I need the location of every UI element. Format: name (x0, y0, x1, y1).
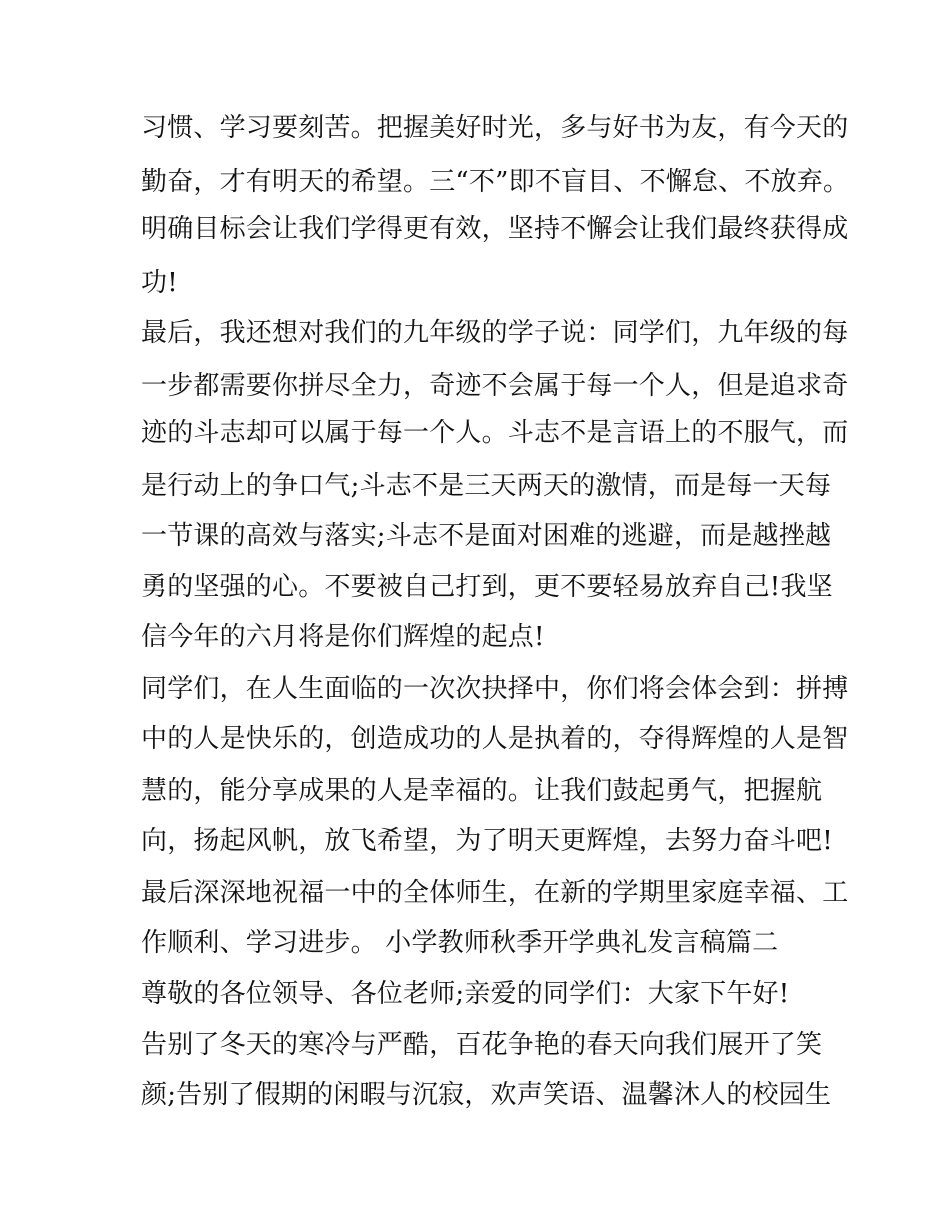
text-line: 是行动上的争口气;斗志不是三天两天的激情，而是每一天每 (141, 471, 832, 501)
text-line: 功! (141, 268, 178, 298)
text-line: 信今年的六月将是你们辉煌的起点! (141, 622, 545, 652)
text-line: 慧的，能分享成果的人是幸福的。让我们鼓起勇气，把握航 (141, 776, 823, 806)
text-line: 最后，我还想对我们的九年级的学子说：同学们，九年级的每 (141, 318, 849, 348)
text-line: 告别了冬天的寒冷与严酷，百花争艳的春天向我们展开了笑 (141, 1030, 823, 1060)
text-line: 中的人是快乐的，创造成功的人是执着的，夺得辉煌的人是智 (141, 724, 849, 754)
text-line: 明确目标会让我们学得更有效，坚持不懈会让我们最终获得成 (141, 214, 849, 244)
text-line: 作顺利、学习进步。 小学教师秋季开学典礼发言稿篇二 (141, 928, 779, 958)
text-line: 同学们，在人生面临的一次次抉择中，你们将会体会到：拼搏 (141, 674, 849, 704)
text-line: 尊敬的各位领导、各位老师;亲爱的同学们：大家下午好! (141, 979, 790, 1009)
text-line: 颜;告别了假期的闲暇与沉寂，欢声笑语、温馨沐人的校园生 (141, 1080, 832, 1110)
text-line: 勇的坚强的心。不要被自己打到，更不要轻易放弃自己!我坚 (141, 572, 833, 602)
text-line: 向，扬起风帆，放飞希望，为了明天更辉煌，去努力奋斗吧! (141, 826, 833, 856)
text-line: 一步都需要你拼尽全力，奇迹不会属于每一个人，但是追求奇 (141, 371, 849, 401)
text-line: 习惯、学习要刻苦。把握美好时光，多与好书为友，有今天的 (141, 113, 849, 143)
text-line: 迹的斗志却可以属于每一个人。斗志不是言语上的不服气，而 (141, 418, 849, 448)
text-line: 一节课的高效与落实;斗志不是面对困难的逃避，而是越挫越 (141, 521, 832, 551)
text-line: 勤奋，才有明天的希望。三“不”即不盲目、不懈怠、不放弃。 (141, 167, 850, 197)
text-line: 最后深深地祝福一中的全体师生，在新的学期里家庭幸福、工 (141, 878, 849, 908)
